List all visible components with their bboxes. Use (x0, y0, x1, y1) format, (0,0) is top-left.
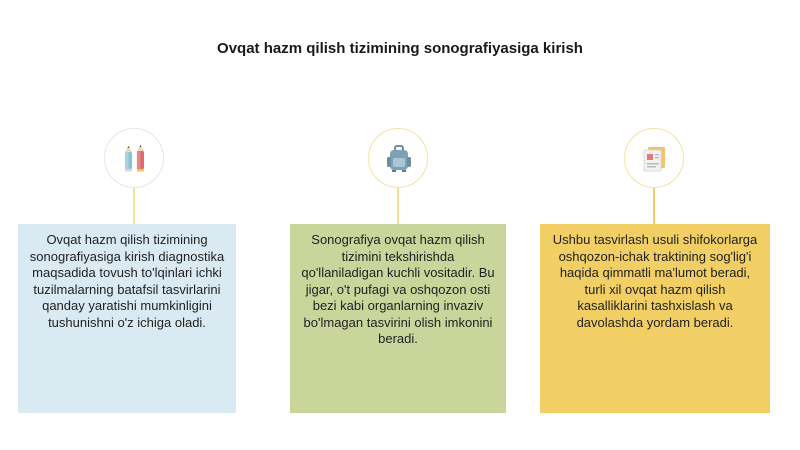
info-column-2 (282, 128, 514, 413)
pencils-icon (119, 143, 151, 175)
backpack-icon (383, 143, 415, 175)
connector-line-3 (653, 188, 655, 224)
info-card-1: Ovqat hazm qilish tizimining sonografiyasiga kirish diagnostika maqsadida tovush to'lqinlari ichki tuzilmalarning batafsil tasvirlarini qanday yaratishi mumkinligini tushunishni o'z ichiga oladi. (18, 224, 236, 413)
icon-circle-3 (624, 128, 684, 188)
info-column-3 (538, 128, 770, 413)
icon-circle-2 (368, 128, 428, 188)
page-title: Ovqat hazm qilish tizimining sonografiyasiga kirish (217, 40, 583, 57)
documents-icon (639, 143, 671, 175)
connector-line-1 (133, 188, 135, 224)
connector-line-2 (397, 188, 399, 224)
info-card-2: Sonografiya ovqat hazm qilish tizimini tekshirishda qo'llaniladigan kuchli vositadir. Bu jigar, o't pufagi va oshqozon osti bezi kabi organlarning invaziv bo'lmagan tasvirini olish imkonini beradi. (290, 224, 506, 413)
icon-circle-1 (104, 128, 164, 188)
info-column-1 (18, 128, 250, 413)
info-card-3: Ushbu tasvirlash usuli shifokorlarga oshqozon-ichak traktining sog'lig'i haqida qimmatli ma'lumot beradi, turli xil ovqat hazm qilish kasalliklarini tashxislash va davolashda yordam beradi. (540, 224, 770, 413)
